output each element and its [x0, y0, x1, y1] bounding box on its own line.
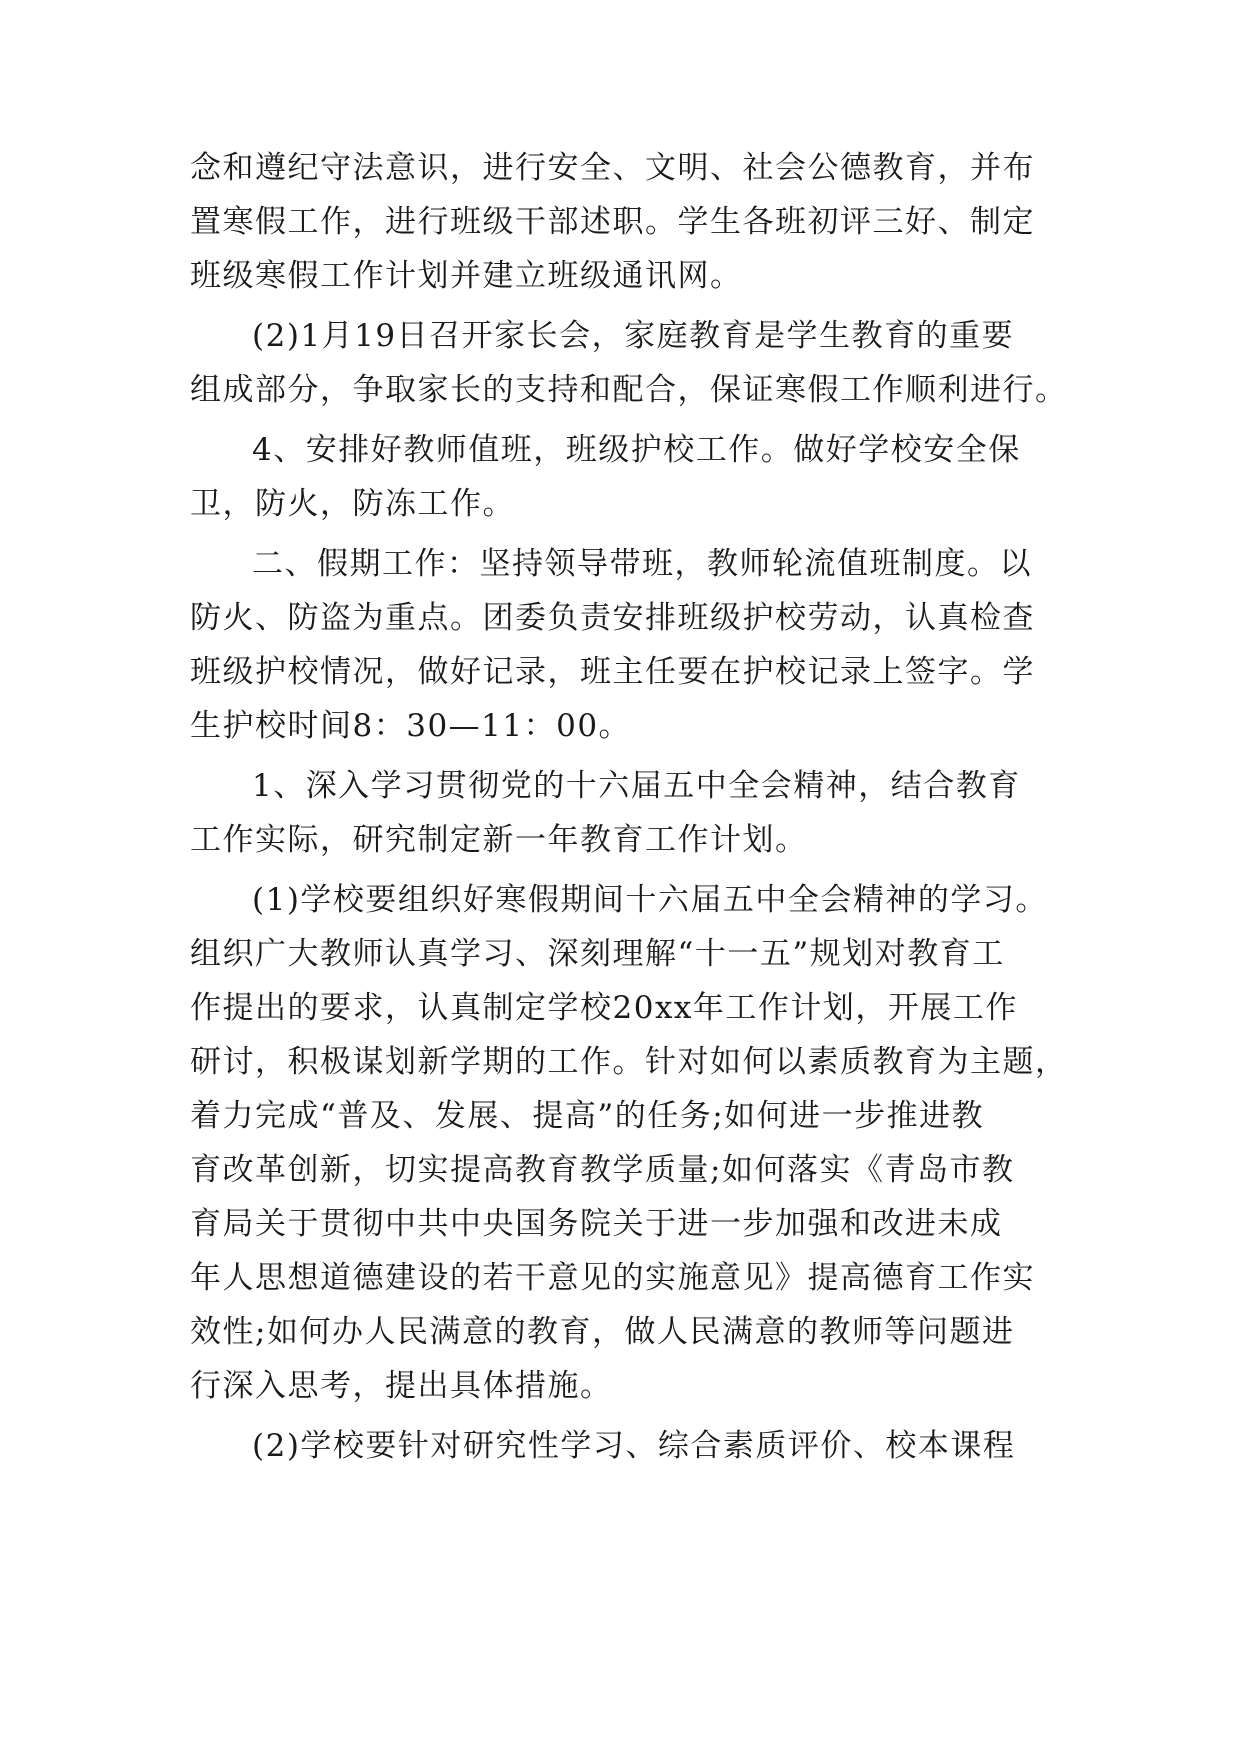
text-line-3: 班级寒假工作计划并建立班级通讯网。	[190, 258, 743, 294]
text-line-1: 念和遵纪守法意识，进行安全、文明、社会公德教育，并布	[190, 150, 1035, 186]
text-line-20: 育局关于贯彻中共中央国务院关于进一步加强和改进未成	[190, 1206, 1003, 1242]
text-line-23: 行深入思考，提出具体措施。	[190, 1368, 613, 1404]
text-line-24: (2)学校要针对研究性学习、综合素质评价、校本课程	[252, 1428, 1016, 1464]
text-line-4: (2)1月19日召开家长会，家庭教育是学生教育的重要	[252, 318, 1015, 354]
text-line-15: 组织广大教师认真学习、深刻理解“十一五”规划对教育工	[190, 936, 1005, 972]
text-line-12: 1、深入学习贯彻党的十六届五中全会精神，结合教育	[252, 768, 1021, 804]
text-line-9: 防火、防盗为重点。团委负责安排班级护校劳动，认真检查	[190, 600, 1035, 636]
text-line-7: 卫，防火，防冻工作。	[190, 486, 515, 522]
text-line-6: 4、安排好教师值班，班级护校工作。做好学校安全保	[252, 432, 1021, 468]
text-line-22: 效性;如何办人民满意的教育，做人民满意的教师等问题进	[190, 1314, 1015, 1350]
text-line-11: 生护校时间8：30—11：00。	[190, 708, 632, 744]
text-line-14: (1)学校要组织好寒假期间十六届五中全会精神的学习。	[252, 882, 1048, 918]
text-line-18: 着力完成“普及、发展、提高”的任务;如何进一步推进教	[190, 1098, 985, 1134]
text-line-10: 班级护校情况，做好记录，班主任要在护校记录上签字。学	[190, 654, 1035, 690]
text-line-5: 组成部分，争取家长的支持和配合，保证寒假工作顺利进行。	[190, 372, 1068, 408]
text-line-19: 育改革创新，切实提高教育教学质量;如何落实《青岛市教	[190, 1152, 1015, 1188]
text-line-2: 置寒假工作，进行班级干部述职。学生各班初评三好、制定	[190, 204, 1035, 240]
text-line-17: 研讨，积极谋划新学期的工作。针对如何以素质教育为主题，	[190, 1044, 1068, 1080]
text-line-16: 作提出的要求，认真制定学校20xx年工作计划，开展工作	[190, 990, 1018, 1026]
text-line-8: 二、假期工作：坚持领导带班，教师轮流值班制度。以	[252, 546, 1032, 582]
text-line-21: 年人思想道德建设的若干意见的实施意见》提高德育工作实	[190, 1260, 1035, 1296]
text-line-13: 工作实际，研究制定新一年教育工作计划。	[190, 822, 808, 858]
